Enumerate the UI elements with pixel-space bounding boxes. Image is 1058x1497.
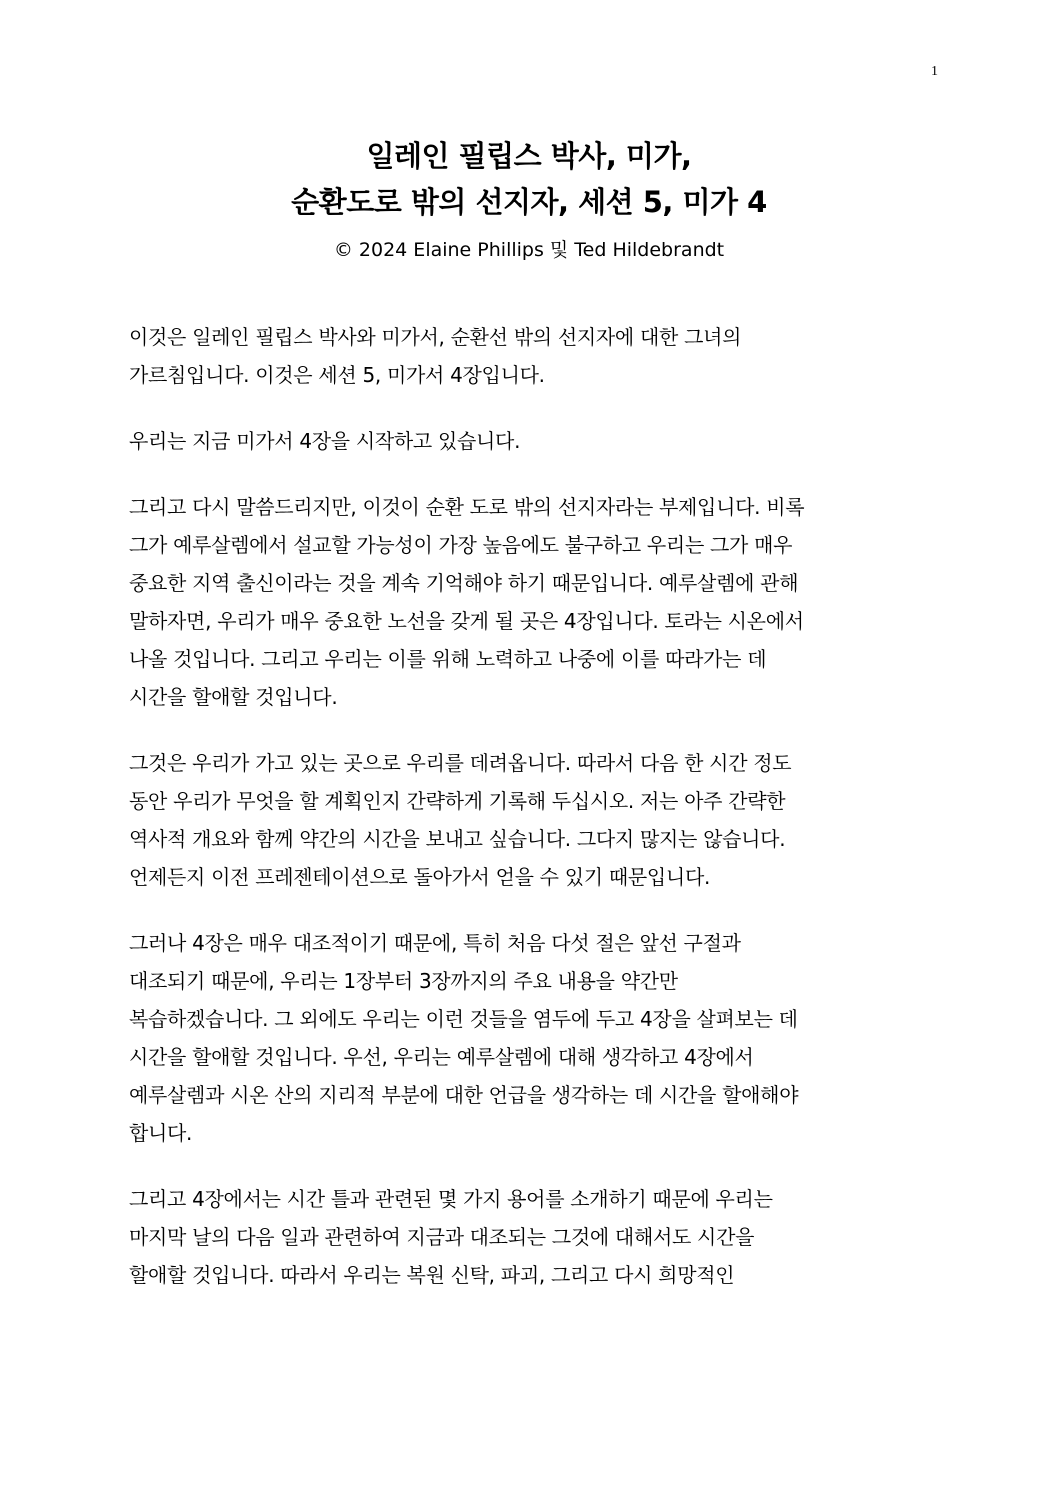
paragraph-line: 말하자면, 우리가 매우 중요한 노선을 갖게 될 곳은 4장입니다. 토라는 시온에서 (129, 609, 804, 633)
paragraph (129, 1180, 929, 1294)
paragraph-line: 우리는 지금 미가서 4장을 시작하고 있습니다. (129, 429, 521, 453)
copyright-credit: © 2024 Elaine Phillips 및 Ted Hildebrandt (333, 239, 725, 261)
paragraph-line: 그리고 다시 말씀드리지만, 이것이 순환 도로 밖의 선지자라는 부제입니다. 비록 (129, 495, 805, 519)
paragraph (129, 318, 929, 394)
page-number: 1 (931, 64, 938, 79)
document-title-line-1: 일레인 필립스 박사, 미가, (366, 139, 692, 173)
paragraph (129, 422, 929, 460)
paragraph-line: 시간을 할애할 것입니다. (129, 685, 338, 709)
paragraph-line: 언제든지 이전 프레젠테이션으로 돌아가서 얻을 수 있기 때문입니다. (129, 865, 711, 889)
paragraph-line: 그리고 4장에서는 시간 틀과 관련된 몇 가지 용어를 소개하기 때문에 우리는 (129, 1187, 773, 1211)
paragraph-line: 그러나 4장은 매우 대조적이기 때문에, 특히 처음 다섯 절은 앞선 구절과 (129, 931, 741, 955)
paragraph-line: 가르침입니다. 이것은 세션 5, 미가서 4장입니다. (129, 363, 545, 387)
paragraph-line: 예루살렘과 시온 산의 지리적 부분에 대한 언급을 생각하는 데 시간을 할애해야 (129, 1083, 799, 1107)
paragraph-line: 합니다. (129, 1121, 193, 1145)
paragraph-line: 역사적 개요와 함께 약간의 시간을 보내고 싶습니다. 그다지 많지는 않습니다. (129, 827, 786, 851)
paragraph-line: 이것은 일레인 필립스 박사와 미가서, 순환선 밖의 선지자에 대한 그녀의 (129, 325, 742, 349)
paragraph-line: 중요한 지역 출신이라는 것을 계속 기억해야 하기 때문입니다. 예루살렘에 관해 (129, 571, 799, 595)
paragraph-line: 시간을 할애할 것입니다. 우선, 우리는 예루살렘에 대해 생각하고 4장에서 (129, 1045, 754, 1069)
paragraph-line: 할애할 것입니다. 따라서 우리는 복원 신탁, 파괴, 그리고 다시 희망적인 (129, 1263, 735, 1287)
paragraph-line: 그가 예루살렘에서 설교할 가능성이 가장 높음에도 불구하고 우리는 그가 매우 (129, 533, 793, 557)
paragraph-line: 대조되기 때문에, 우리는 1장부터 3장까지의 주요 내용을 약간만 (129, 969, 678, 993)
paragraph-line: 나올 것입니다. 그리고 우리는 이를 위해 노력하고 나중에 이를 따라가는 데 (129, 647, 767, 671)
paragraph-line: 동안 우리가 무엇을 할 계획인지 간략하게 기록해 두십시오. 저는 아주 간략한 (129, 789, 786, 813)
document-body (129, 318, 929, 1322)
paragraph-line: 마지막 날의 다음 일과 관련하여 지금과 대조되는 그것에 대해서도 시간을 (129, 1225, 755, 1249)
paragraph (129, 744, 929, 896)
paragraph (129, 924, 929, 1152)
document-title-line-2: 순환도로 밖의 선지자, 세션 5, 미가 4 (291, 185, 767, 219)
paragraph-line: 복습하겠습니다. 그 외에도 우리는 이런 것들을 염두에 두고 4장을 살펴보는 데 (129, 1007, 798, 1031)
paragraph-line: 그것은 우리가 가고 있는 곳으로 우리를 데려옵니다. 따라서 다음 한 시간 정도 (129, 751, 792, 775)
document-header (0, 133, 1058, 263)
paragraph (129, 488, 929, 716)
